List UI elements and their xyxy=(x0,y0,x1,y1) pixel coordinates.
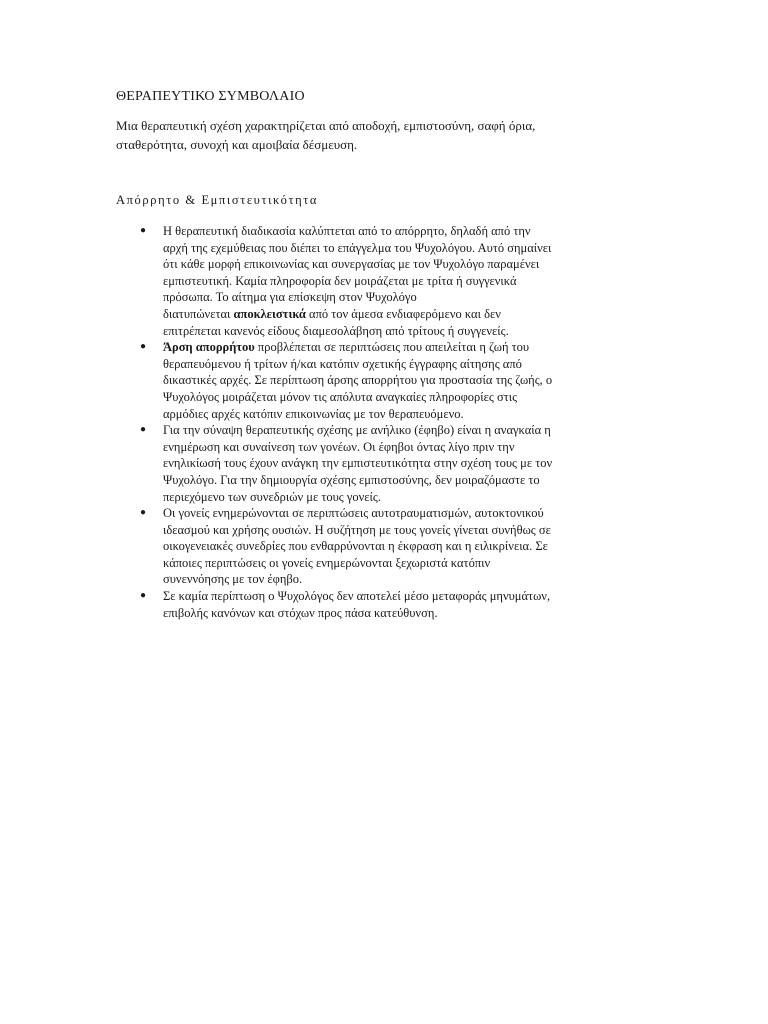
text-run: προβλέπεται σε περιπτώσεις που απειλείται η ζωή του xyxy=(254,340,530,355)
intro-line: σταθερότητα, συνοχή και αμοιβαία δέσμευση. xyxy=(116,137,358,152)
bold-term: αποκλειστικά xyxy=(233,306,306,321)
bullet-line: οικογενειακές συνεδρίες που ενθαρρύνονται η έκφραση και η ειλικρίνεια. Σε xyxy=(163,539,548,554)
bullet-icon: ● xyxy=(140,341,147,353)
bullet-line: ενημέρωση και συναίνεση των γονέων. Οι έφηβοι όντας λίγο πριν την xyxy=(163,439,515,454)
bullet-line: Σε καμία περίπτωση ο Ψυχολόγος δεν αποτελεί μέσο μεταφοράς μηνυμάτων, xyxy=(163,589,551,604)
bullet-line: επιβολής κανόνων και στόχων προς πάσα κατεύθυνση. xyxy=(163,605,438,620)
bullet-line: αρχή της εχεμύθειας που διέπει το επάγγελμα του Ψυχολόγου. Αυτό σημαίνει xyxy=(163,240,552,255)
bold-term: Άρση απορρήτου xyxy=(163,340,255,355)
bullet-line: αρμόδιες αρχές κατόπιν επικοινωνίας με τον θεραπευόμενο. xyxy=(163,406,464,421)
list-item xyxy=(116,339,651,422)
bullet-line: δικαστικές αρχές. Σε περίπτωση άρσης απορρήτου για προστασία της ζωής, ο xyxy=(163,373,553,388)
bullet-line: Η θεραπευτική διαδικασία καλύπτεται από το απόρρητο, δηλαδή από την xyxy=(163,224,531,238)
bullet-icon: ● xyxy=(140,507,147,519)
list-item xyxy=(116,505,651,588)
bullet-line: Οι γονείς ενημερώνονται σε περιπτώσεις αυτοτραυματισμών, αυτοκτονικού xyxy=(163,506,544,521)
intro-line: Μια θεραπευτική σχέση χαρακτηρίζεται από αποδοχή, εμπιστοσύνη, σαφή όρια, xyxy=(116,118,536,133)
bullet-line: ιδεασμού και χρήσης ουσιών. Η συζήτηση με τους γονείς γίνεται συνήθως σε xyxy=(163,522,551,537)
bullet-line xyxy=(163,306,651,323)
bullet-line: ότι κάθε μορφή επικοινωνίας και συνεργασίας με τον Ψυχολόγο παραμένει xyxy=(163,257,540,272)
text-run: από τον άμεσα ενδιαφερόμενο και δεν xyxy=(305,306,501,321)
bullet-list xyxy=(116,223,651,621)
bullet-line: πρόσωπα. Το αίτημα για επίσκεψη στον Ψυχολόγο xyxy=(163,290,417,305)
bullet-line: Για την σύναψη θεραπευτικής σχέσης με ανήλικο (έφηβο) είναι η αναγκαία η xyxy=(163,423,551,438)
list-item xyxy=(116,422,651,505)
bullet-line: Ψυχολόγος μοιράζεται μόνον τις απόλυτα αναγκαίες πληροφορίες στις xyxy=(163,389,518,404)
list-item xyxy=(116,588,651,621)
bullet-icon: ● xyxy=(140,225,147,236)
bullet-line: ενηλικίωσή τους έχουν ανάγκη την εμπιστευτικότητα στην σχέση τους με τον xyxy=(163,456,553,471)
bullet-icon: ● xyxy=(140,424,147,436)
intro-paragraph xyxy=(116,116,636,154)
bullet-line xyxy=(163,339,651,356)
section-heading: Απόρρητο & Εμπιστευτικότητα xyxy=(116,193,319,207)
bullet-line: περιεχόμενο των συνεδριών με τους γονείς. xyxy=(163,489,381,504)
bullet-line: συνεννόησης με τον έφηβο. xyxy=(163,572,303,587)
bullet-line: κάποιες περιπτώσεις οι γονείς ενημερώνονται ξεχωριστά κατόπιν xyxy=(163,555,491,570)
text-run: διατυπώνεται xyxy=(163,306,234,321)
bullet-line: επιτρέπεται κανενός είδους διαμεσολάβηση από τρίτους ή συγγενείς. xyxy=(163,323,509,338)
bullet-icon: ● xyxy=(140,590,147,602)
bullet-line: Ψυχολόγο. Για την δημιουργία σχέσης εμπιστοσύνης, δεν μοιραζόμαστε το xyxy=(163,472,540,487)
bullet-line: θεραπευόμενου ή τρίτων ή/και κατόπιν σχετικής έγγραφης αίτησης από xyxy=(163,356,522,371)
bullet-line: εμπιστευτική. Καμία πληροφορία δεν μοιράζεται με τρίτα ή συγγενικά xyxy=(163,273,517,288)
list-item xyxy=(116,223,651,339)
document-title: ΘΕΡΑΠΕΥΤΙΚΟ ΣΥΜΒΟΛΑΙΟ xyxy=(116,89,305,104)
